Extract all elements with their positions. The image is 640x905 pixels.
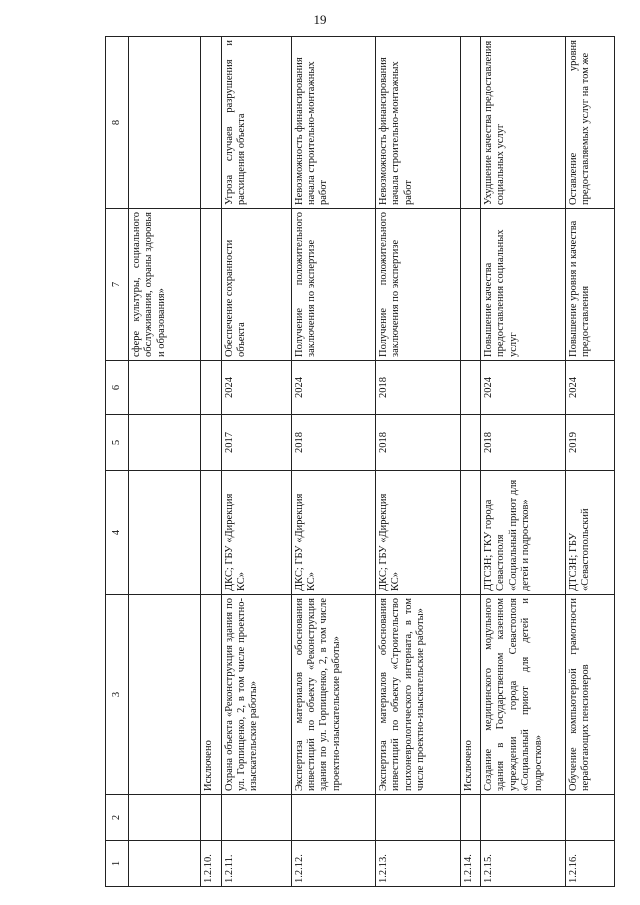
column-header: 5 bbox=[106, 415, 129, 471]
measure-name: Экспертиза материалов обоснования инвестиций по объекту «Реконструкция здания по ул. Горпищенко, 2, в том числе проектно-изыскательские работы» bbox=[291, 595, 375, 795]
end-year: 2024 bbox=[221, 361, 291, 415]
start-year bbox=[460, 415, 481, 471]
executor: ДКС; ГБУ «Дирекция КС» bbox=[221, 471, 291, 595]
column-header: 4 bbox=[106, 471, 129, 595]
start-year: 2017 bbox=[221, 415, 291, 471]
start-year: 2019 bbox=[565, 415, 615, 471]
executor: ДТСЗН; ГКУ города Севастополя «Социальный приют для детей и подростков» bbox=[481, 471, 565, 595]
consequence: Оставление уровня предоставляемых услуг на том же bbox=[565, 37, 615, 209]
consequence bbox=[460, 37, 481, 209]
expected-result: Получение положительного заключения по экспертизе bbox=[291, 209, 375, 361]
table-row bbox=[460, 37, 481, 887]
consequence: Угроза случаев разрушения и расхищения объекта bbox=[221, 37, 291, 209]
continuation-row bbox=[129, 37, 201, 887]
column-header: 3 bbox=[106, 595, 129, 795]
table-cell bbox=[129, 795, 201, 841]
end-year bbox=[201, 361, 222, 415]
executor: ДКС; ГБУ «Дирекция КС» bbox=[376, 471, 460, 595]
end-year: 2024 bbox=[481, 361, 565, 415]
expected-result: Повышение уровня и качества предоставления bbox=[565, 209, 615, 361]
table-cell bbox=[129, 37, 201, 209]
row-number: 1.2.16. bbox=[565, 841, 615, 887]
end-year: 2024 bbox=[565, 361, 615, 415]
table-cell bbox=[565, 795, 615, 841]
start-year bbox=[201, 415, 222, 471]
consequence: Невозможность финансирования начала строительно-монтажных работ bbox=[291, 37, 375, 209]
table-cell bbox=[129, 361, 201, 415]
row-number: 1.2.13. bbox=[376, 841, 460, 887]
end-year: 2024 bbox=[291, 361, 375, 415]
start-year: 2018 bbox=[376, 415, 460, 471]
table-cell bbox=[460, 795, 481, 841]
expected-result: Обеспечение сохранности объекта bbox=[221, 209, 291, 361]
measure-name: Исключено bbox=[201, 595, 222, 795]
column-header: 2 bbox=[106, 795, 129, 841]
end-year bbox=[460, 361, 481, 415]
table-cell bbox=[129, 841, 201, 887]
start-year: 2018 bbox=[481, 415, 565, 471]
executor: ДКС; ГБУ «Дирекция КС» bbox=[291, 471, 375, 595]
table-cell: сфере культуры, социального обслуживания, охраны здоровья и образования» bbox=[129, 209, 201, 361]
measure-name: Экспертиза материалов обоснования инвестиций по объекту «Строительство психоневрологического интерната, в том числе проектно-изыскательские работы» bbox=[376, 595, 460, 795]
row-number: 1.2.12. bbox=[291, 841, 375, 887]
table-cell bbox=[201, 795, 222, 841]
table-cell bbox=[291, 795, 375, 841]
row-number: 1.2.14. bbox=[460, 841, 481, 887]
consequence: Ухудшение качества предоставления социальных услуг bbox=[481, 37, 565, 209]
table-cell bbox=[481, 795, 565, 841]
column-number-row bbox=[106, 37, 129, 887]
column-header: 8 bbox=[106, 37, 129, 209]
table-row bbox=[291, 37, 375, 887]
table-row bbox=[481, 37, 565, 887]
rotated-table-area bbox=[105, 37, 615, 887]
consequence: Невозможность финансирования начала строительно-монтажных работ bbox=[376, 37, 460, 209]
program-measures-table bbox=[105, 36, 615, 887]
measure-name: Исключено bbox=[460, 595, 481, 795]
executor bbox=[201, 471, 222, 595]
table-row bbox=[201, 37, 222, 887]
table-row bbox=[565, 37, 615, 887]
expected-result bbox=[460, 209, 481, 361]
end-year: 2018 bbox=[376, 361, 460, 415]
column-header: 6 bbox=[106, 361, 129, 415]
column-header: 7 bbox=[106, 209, 129, 361]
expected-result bbox=[201, 209, 222, 361]
table-row bbox=[221, 37, 291, 887]
expected-result: Получение положительного заключения по экспертизе bbox=[376, 209, 460, 361]
table-row bbox=[376, 37, 460, 887]
table-cell bbox=[129, 415, 201, 471]
table-cell bbox=[221, 795, 291, 841]
measure-name: Охрана объекта «Реконструкция здания по ул. Горпищенко, 2, в том числе проектно-изыскательские работы» bbox=[221, 595, 291, 795]
table-cell bbox=[129, 595, 201, 795]
measure-name: Обучение компьютерной грамотности неработающих пенсионеров bbox=[565, 595, 615, 795]
executor bbox=[460, 471, 481, 595]
row-number: 1.2.15. bbox=[481, 841, 565, 887]
page-number: 19 bbox=[313, 12, 327, 27]
measure-name: Создание медицинского модульного здания в Государственном казенном учреждении города Севастополя «Социальный приют для детей и подростков» bbox=[481, 595, 565, 795]
expected-result: Повышение качества предоставления социальных услуг bbox=[481, 209, 565, 361]
column-header: 1 bbox=[106, 841, 129, 887]
table-cell bbox=[376, 795, 460, 841]
start-year: 2018 bbox=[291, 415, 375, 471]
rotated-table-wrapper bbox=[105, 37, 615, 887]
row-number: 1.2.11. bbox=[221, 841, 291, 887]
consequence bbox=[201, 37, 222, 209]
row-number: 1.2.10. bbox=[201, 841, 222, 887]
table-cell bbox=[129, 471, 201, 595]
executor: ДТСЗН; ГБУ «Севастопольский bbox=[565, 471, 615, 595]
